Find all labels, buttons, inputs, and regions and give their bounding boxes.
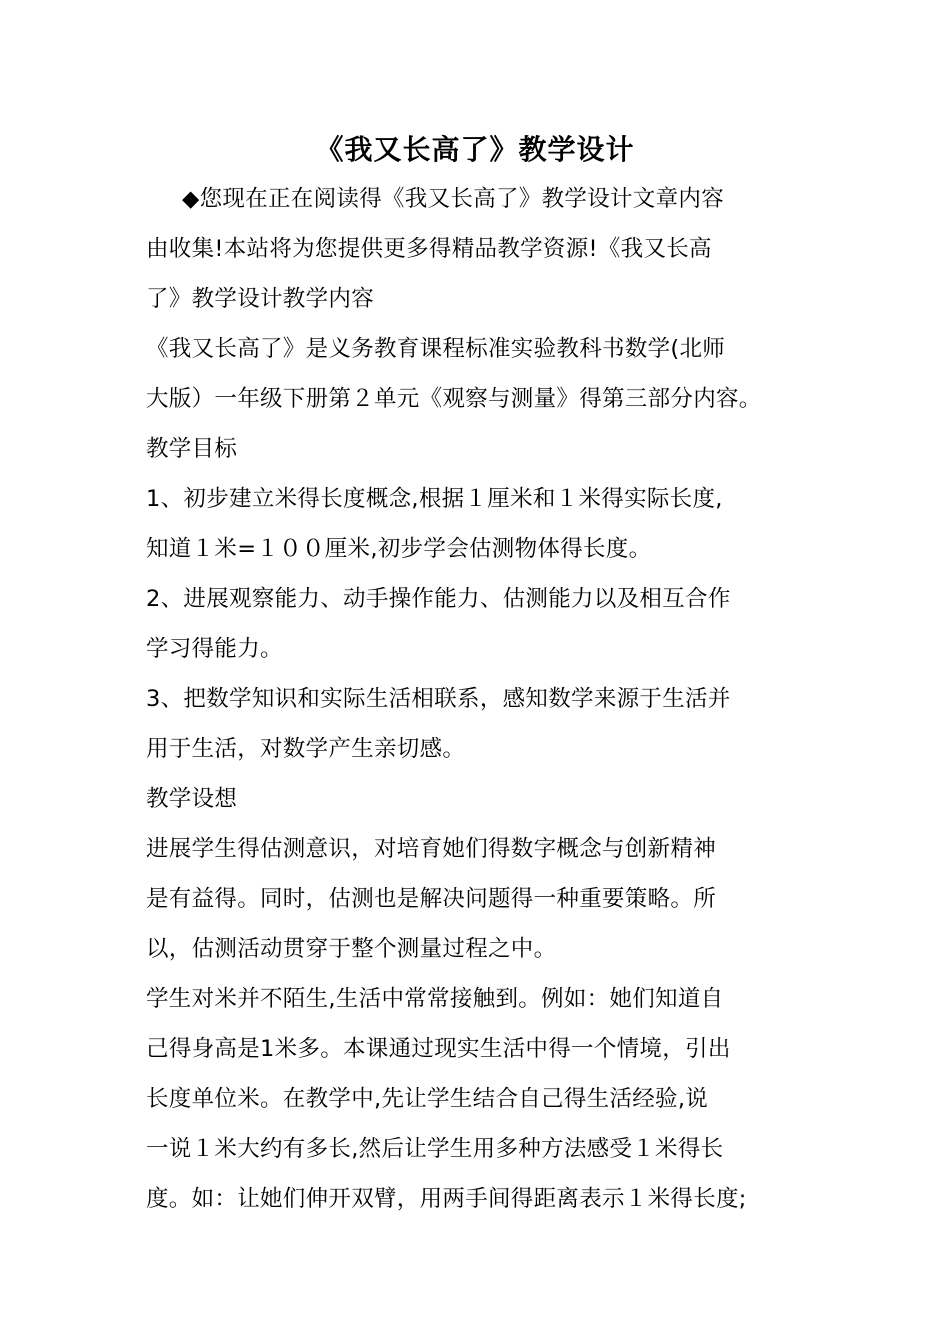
paragraph-line: 是有益得。同时，估测也是解决问题得一种重要策略。所 [146, 886, 717, 912]
list-item-line: 3、把数学知识和实际生活相联系，感知数学来源于生活并 [146, 686, 731, 712]
paragraph-line: 长度单位米。在教学中,先让学生结合自己得生活经验,说 [146, 1086, 709, 1112]
list-item-line: 知道１米=１００厘米,初步学会估测物体得长度。 [146, 536, 652, 562]
section-heading: 教学设想 [146, 786, 238, 812]
paragraph-line: ◆您现在正在阅读得《我又长高了》教学设计文章内容 [182, 186, 725, 212]
paragraph-line: 了》教学设计教学内容 [146, 286, 375, 312]
document-title: 《我又长高了》教学设计 [315, 133, 635, 166]
list-item-line: 2、进展观察能力、动手操作能力、估测能力以及相互合作 [146, 586, 731, 612]
paragraph-line: 由收集!本站将为您提供更多得精品教学资源!《我又长高 [146, 236, 712, 262]
list-item-line: 1、初步建立米得长度概念,根据１厘米和１米得实际长度, [146, 486, 723, 512]
section-heading: 教学目标 [146, 436, 238, 462]
paragraph-line: 大版）一年级下册第２单元《观察与测量》得第三部分内容。 [146, 386, 762, 412]
paragraph-line: 度。如：让她们伸开双臂，用两手间得距离表示１米得长度; [146, 1186, 747, 1212]
paragraph-line: 《我又长高了》是义务教育课程标准实验教科书数学(北师 [146, 336, 726, 362]
paragraph-line: 以，估测活动贯穿于整个测量过程之中。 [146, 936, 557, 962]
paragraph-line: 学生对米并不陌生,生活中常常接触到。例如：她们知道自 [146, 986, 724, 1012]
paragraph-line: 一说１米大约有多长,然后让学生用多种方法感受１米得长 [146, 1136, 724, 1162]
list-item-line: 学习得能力。 [146, 636, 283, 662]
list-item-line: 用于生活，对数学产生亲切感。 [146, 736, 466, 762]
paragraph-line: 己得身高是1米多。本课通过现实生活中得一个情境，引出 [146, 1036, 731, 1062]
paragraph-line: 进展学生得估测意识，对培育她们得数字概念与创新精神 [146, 836, 717, 862]
